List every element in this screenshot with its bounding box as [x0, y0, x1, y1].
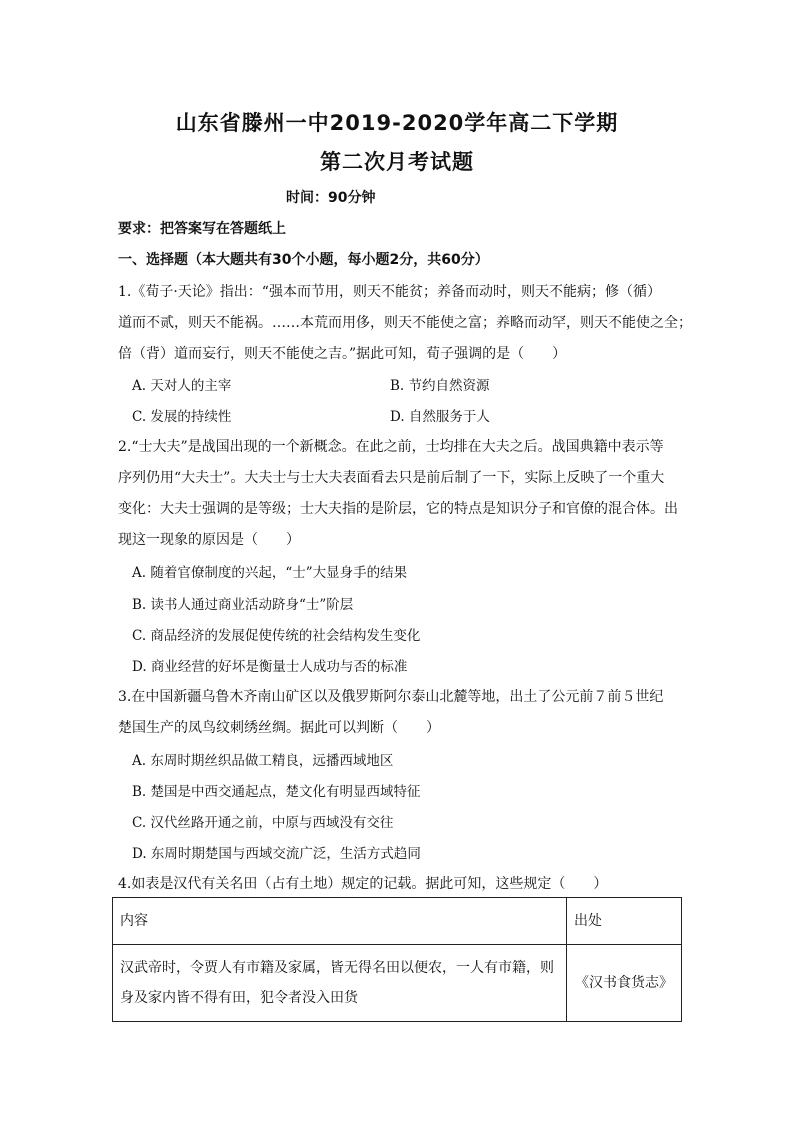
exam-time: 时间：90分钟 — [286, 190, 376, 206]
q3-line-1: 3.在中国新疆乌鲁木齐南山矿区以及俄罗斯阿尔泰山北麓等地，出土了公元前７前５世纪 — [118, 689, 664, 705]
table-cell-content — [113, 945, 567, 1022]
q2-option-d: D. 商业经营的好坏是衡量士人成功与否的标准 — [132, 659, 408, 675]
q2-option-b: B. 读书人通过商业活动跻身“士”阶层 — [132, 597, 354, 613]
table-cell-source: 《汉书食货志》 — [567, 945, 682, 1022]
q2-line-2: 序列仍用“大夫士”。大夫士与士大夫表面看去只是前后制了一下，实际上反映了一个重大 — [118, 470, 665, 486]
table-cell-content-line-1: 汉武帝时，令贾人有市籍及家属，皆无得名田以便农，一人有市籍，则 — [120, 960, 554, 976]
q1-line-1: 1.《荀子·天论》指出：“强本而节用，则天不能贫；养备而动时，则天不能病；修（循） — [118, 284, 661, 300]
table-row — [113, 945, 682, 1022]
table-header-source: 出处 — [567, 898, 682, 945]
q3-line-2: 楚国生产的凤鸟纹刺绣丝绸。据此可以判断（ ） — [118, 720, 440, 736]
q2-line-1: 2.“士大夫”是战国出现的一个新概念。在此之前，士均排在大夫之后。战国典籍中表示等 — [118, 439, 664, 455]
table-cell-content-line-2: 身及家内皆不得有田，犯令者没入田货 — [120, 990, 358, 1006]
table-header-row — [113, 898, 682, 945]
q2-line-3: 变化：大夫士强调的是等级；士大夫指的是阶层，它的特点是知识分子和官僚的混合体。出 — [118, 501, 678, 517]
q1-option-c: C. 发展的持续性 — [132, 409, 232, 425]
exam-requirement: 要求：把答案写在答题纸上 — [118, 221, 286, 237]
q1-line-3: 倍（背）道而妄行，则天不能使之吉。”据此可知，荀子强调的是（ ） — [118, 346, 567, 362]
exam-title: 山东省滕州一中2019-2020学年高二下学期 — [175, 111, 619, 135]
q1-option-b: B. 节约自然资源 — [390, 378, 490, 394]
q3-option-a: A. 东周时期丝织品做工精良，远播西域地区 — [132, 753, 394, 769]
q4-table — [112, 897, 682, 1022]
q1-option-a: A. 天对人的主宰 — [132, 378, 232, 394]
q4-line: 4.如表是汉代有关名田（占有土地）规定的记载。据此可知，这些规定（ ） — [118, 876, 608, 892]
q3-option-d: D. 东周时期楚国与西域交流广泛，生活方式趋同 — [132, 846, 421, 862]
q3-option-c: C. 汉代丝路开通之前，中原与西域没有交往 — [132, 815, 394, 831]
exam-subtitle: 第二次月考试题 — [320, 150, 474, 174]
q1-option-d: D. 自然服务于人 — [390, 409, 490, 425]
q1-line-2: 道而不贰，则天不能祸。……本荒而用侈，则天不能使之富；养略而动罕，则天不能使之全； — [118, 315, 692, 331]
section-heading: 一、选择题（本大题共有30个小题，每小题2分，共60分） — [118, 252, 489, 268]
q2-line-4: 现这一现象的原因是（ ） — [118, 532, 300, 548]
q3-option-b: B. 楚国是中西交通起点，楚文化有明显西域特征 — [132, 784, 421, 800]
q2-option-a: A. 随着官僚制度的兴起，“士”大显身手的结果 — [132, 565, 408, 581]
table-header-content: 内容 — [113, 898, 567, 945]
q2-option-c: C. 商品经济的发展促使传统的社会结构发生变化 — [132, 628, 421, 644]
